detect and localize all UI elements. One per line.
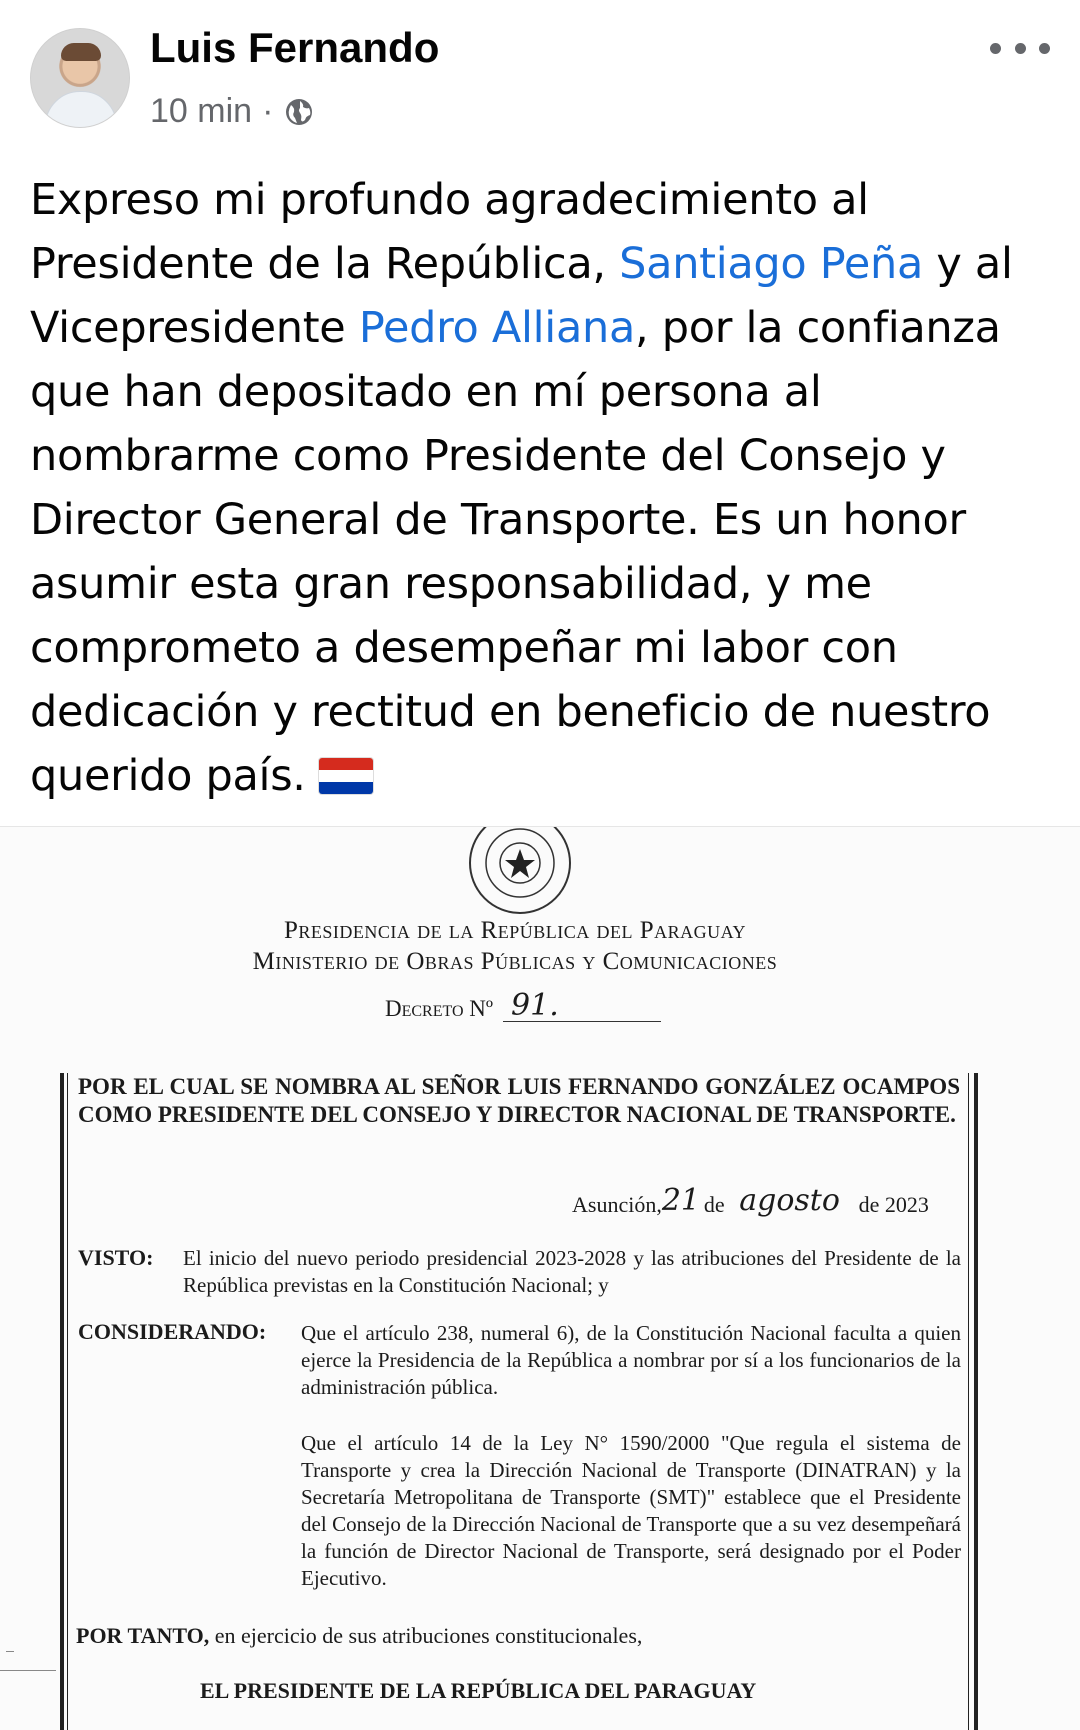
post-time[interactable]: 10 min bbox=[150, 92, 253, 130]
closing-heading: EL PRESIDENTE DE LA REPÚBLICA DEL PARAGUAY bbox=[200, 1678, 757, 1703]
post-text-part-1: Expreso mi profundo agradecimiento al Presidente de la República, bbox=[30, 175, 869, 289]
margin-tick bbox=[6, 1651, 14, 1652]
post-text-part-2: y al Vicepresidente bbox=[30, 239, 1013, 353]
paraguay-flag-icon bbox=[319, 758, 373, 794]
por-tanto-label: POR TANTO, bbox=[76, 1623, 210, 1648]
visto-label: VISTO: bbox=[78, 1245, 154, 1270]
post-text-part-3: , por la confianza que han depositado en mí persona al nombrarme como Presidente del Consejo y Director General de Transporte. Es un honor asumir esta gran responsabilidad, y me comprometo a desempeñar mi labor con dedicación y rectitud en beneficio de nuestro querido país. bbox=[30, 303, 1001, 801]
margin-mark bbox=[0, 1670, 56, 1671]
frame-border-left bbox=[60, 1073, 64, 1730]
mention-pedro-alliana[interactable]: Pedro Alliana bbox=[358, 303, 636, 353]
avatar[interactable] bbox=[30, 28, 130, 128]
doc-header-ministerio: Ministerio de Obras Públicas y Comunicaciones bbox=[252, 948, 778, 975]
visto-text: El inicio del nuevo periodo presidencial 2023-2028 y las atribuciones del Presidente de la República previstas en la Constitución Nacional; y bbox=[183, 1246, 961, 1297]
decreto-label: Decreto Nº bbox=[385, 996, 494, 1021]
frame-border-right bbox=[974, 1073, 978, 1730]
place-date bbox=[572, 1183, 929, 1218]
avatar-hair bbox=[61, 43, 101, 61]
post-body bbox=[30, 168, 1060, 808]
doc-header-presidencia: Presidencia de la República del Paraguay bbox=[283, 917, 747, 944]
day-handwritten: 21 bbox=[661, 1183, 701, 1218]
considerando-label: CONSIDERANDO: bbox=[78, 1319, 267, 1344]
decree-document-image[interactable] bbox=[0, 826, 1080, 1730]
month-handwritten: agosto bbox=[739, 1183, 840, 1218]
national-seal-icon bbox=[465, 826, 575, 929]
more-options-icon[interactable] bbox=[990, 38, 1050, 58]
decreto-number: 91. bbox=[503, 991, 661, 1022]
considerando-1: Que el artículo 238, numeral 6), de la Constitución Nacional faculta a quien ejerce la Presidencia de la República a nombrar por sí a los funcionarios de la administración pública. bbox=[301, 1321, 961, 1399]
frame-border-right-inner bbox=[968, 1073, 969, 1730]
author-name[interactable]: Luis Fernando bbox=[150, 24, 440, 71]
avatar-shirt bbox=[45, 91, 117, 128]
date-de: de bbox=[703, 1192, 725, 1217]
decreto-row bbox=[385, 988, 661, 1023]
frame-border-left-inner bbox=[67, 1073, 68, 1730]
por-tanto-text: en ejercicio de sus atribuciones constitucionales, bbox=[209, 1623, 643, 1648]
year: de 2023 bbox=[858, 1192, 929, 1217]
considerando-2: Que el artículo 14 de la Ley N° 1590/2000 "Que regula el sistema de Transporte y crea la Dirección Nacional de Transporte (DINATRAN) y la Secretaría Metropolitana de Transporte (SMT)" establece que el Presidente del Consejo de la Dirección Nacional de Transporte que a su vez desempeñará la función de Director Nacional de Transporte, será designado por el Poder Ejecutivo. bbox=[301, 1431, 961, 1590]
globe-icon[interactable] bbox=[283, 96, 315, 128]
post-meta bbox=[150, 92, 315, 131]
por-tanto bbox=[76, 1622, 956, 1649]
mention-santiago-pena[interactable]: Santiago Peña bbox=[619, 239, 924, 289]
post-header bbox=[0, 0, 1080, 140]
meta-separator: · bbox=[262, 92, 274, 130]
place: Asunción, bbox=[572, 1192, 662, 1217]
decree-title: POR EL CUAL SE NOMBRA AL SEÑOR LUIS FERNANDO GONZÁLEZ OCAMPOS COMO PRESIDENTE DEL CONSEJO Y DIRECTOR NACIONAL DE TRANSPORTE. bbox=[78, 1074, 960, 1127]
